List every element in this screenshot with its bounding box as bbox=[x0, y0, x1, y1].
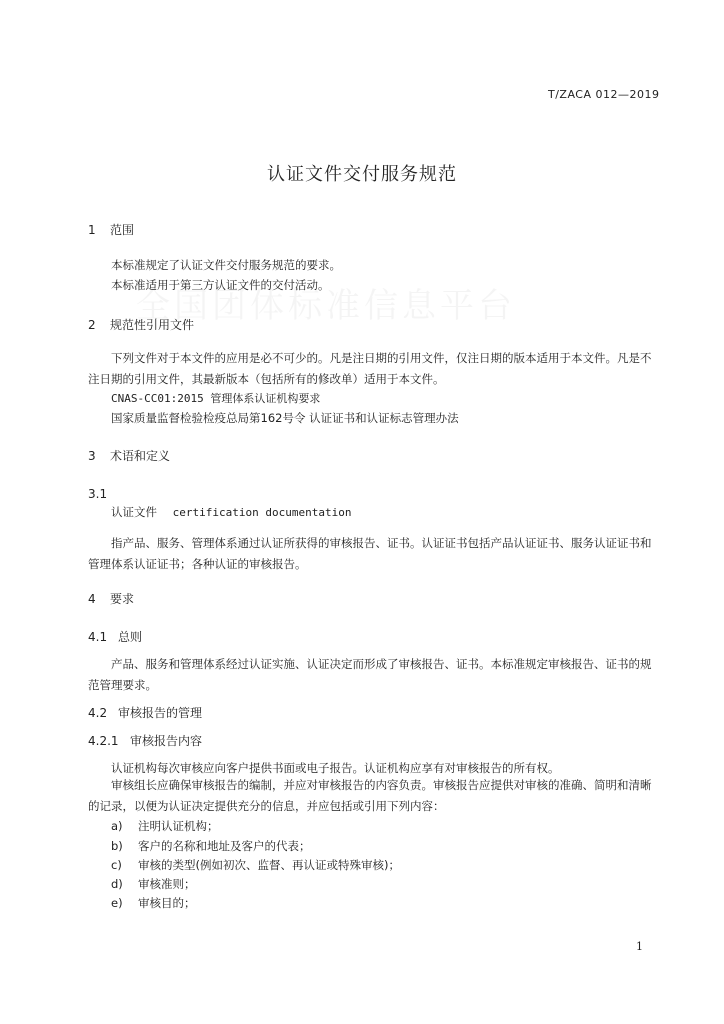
list-item bbox=[111, 876, 196, 893]
term-english: certification documentation bbox=[172, 506, 352, 519]
section-number: 4 bbox=[88, 592, 96, 606]
list-text: 客户的名称和地址及客户的代表； bbox=[138, 839, 311, 853]
section-title: 要求 bbox=[110, 592, 135, 606]
subsection-number: 4.2.1 bbox=[88, 734, 119, 748]
term-definition: 指产品、服务、管理体系通过认证所获得的审核报告、证书。认证证书包括产品认证证书、服务认证证书和管理体系认证证书；各种认证的审核报告。 bbox=[88, 536, 652, 571]
document-number: T/ZACA 012—2019 bbox=[548, 88, 660, 101]
paragraph: 审核组长应确保审核报告的编制，并应对审核报告的内容负责。审核报告应提供对审核的准确、简明和清晰的记录，以便为认证决定提供充分的信息，并应包括或引用下列内容： bbox=[88, 778, 652, 813]
list-label: c) bbox=[111, 858, 122, 872]
list-text: 审核目的； bbox=[138, 896, 196, 910]
list-text: 注明认证机构； bbox=[138, 819, 219, 833]
list-item bbox=[111, 857, 400, 874]
subsection-number: 4.2 bbox=[88, 706, 108, 720]
paragraph: 产品、服务和管理体系经过认证实施、认证决定而形成了审核报告、证书。本标准规定审核报告、证书的规范管理要求。 bbox=[88, 657, 652, 692]
section-number: 3 bbox=[88, 449, 96, 463]
section-title: 术语和定义 bbox=[110, 449, 171, 463]
section-heading-4 bbox=[88, 590, 134, 607]
section-heading-3 bbox=[88, 447, 170, 464]
list-label: d) bbox=[111, 877, 123, 891]
section-heading-1 bbox=[88, 221, 134, 238]
paragraph-line: 本标准规定了认证文件交付服务规范的要求。 bbox=[111, 258, 341, 272]
term-entry bbox=[111, 504, 351, 521]
term-number: 3.1 bbox=[88, 487, 108, 501]
normative-reference: CNAS-CC01:2015 管理体系认证机构要求 bbox=[111, 392, 321, 405]
subsection-title: 审核报告内容 bbox=[130, 734, 203, 748]
section-title: 范围 bbox=[110, 223, 135, 237]
list-label: b) bbox=[111, 839, 123, 853]
subsection-heading-4-2-1 bbox=[88, 732, 202, 749]
normative-reference: 国家质量监督检验检疫总局第162号令 认证证书和认证标志管理办法 bbox=[111, 411, 459, 425]
subsection-heading-4-2 bbox=[88, 704, 202, 721]
section-heading-2 bbox=[88, 316, 194, 333]
page-title: 认证文件交付服务规范 bbox=[267, 164, 457, 185]
paragraph: 下列文件对于本文件的应用是必不可少的。凡是注日期的引用文件，仅注日期的版本适用于本文件。凡是不注日期的引用文件，其最新版本（包括所有的修改单）适用于本文件。 bbox=[88, 351, 652, 386]
list-text: 审核准则； bbox=[138, 877, 196, 891]
subsection-title: 总则 bbox=[118, 630, 143, 644]
section-number: 1 bbox=[88, 223, 96, 237]
list-item bbox=[111, 818, 219, 835]
subsection-heading-4-1 bbox=[88, 628, 142, 645]
section-number: 2 bbox=[88, 318, 96, 332]
paragraph-line: 认证机构每次审核应向客户提供书面或电子报告。认证机构应享有对审核报告的所有权。 bbox=[111, 761, 560, 775]
paragraph-line: 本标准适用于第三方认证文件的交付活动。 bbox=[111, 278, 330, 292]
term-chinese: 认证文件 bbox=[111, 505, 157, 519]
list-item bbox=[111, 895, 196, 912]
section-title: 规范性引用文件 bbox=[110, 318, 195, 332]
subsection-number: 4.1 bbox=[88, 630, 108, 644]
list-label: a) bbox=[111, 819, 123, 833]
list-text: 审核的类型(例如初次、监督、再认证或特殊审核)； bbox=[138, 858, 400, 872]
page-number: 1 bbox=[636, 940, 643, 953]
list-item bbox=[111, 838, 311, 855]
subsection-title: 审核报告的管理 bbox=[118, 706, 203, 720]
list-label: e) bbox=[111, 896, 123, 910]
